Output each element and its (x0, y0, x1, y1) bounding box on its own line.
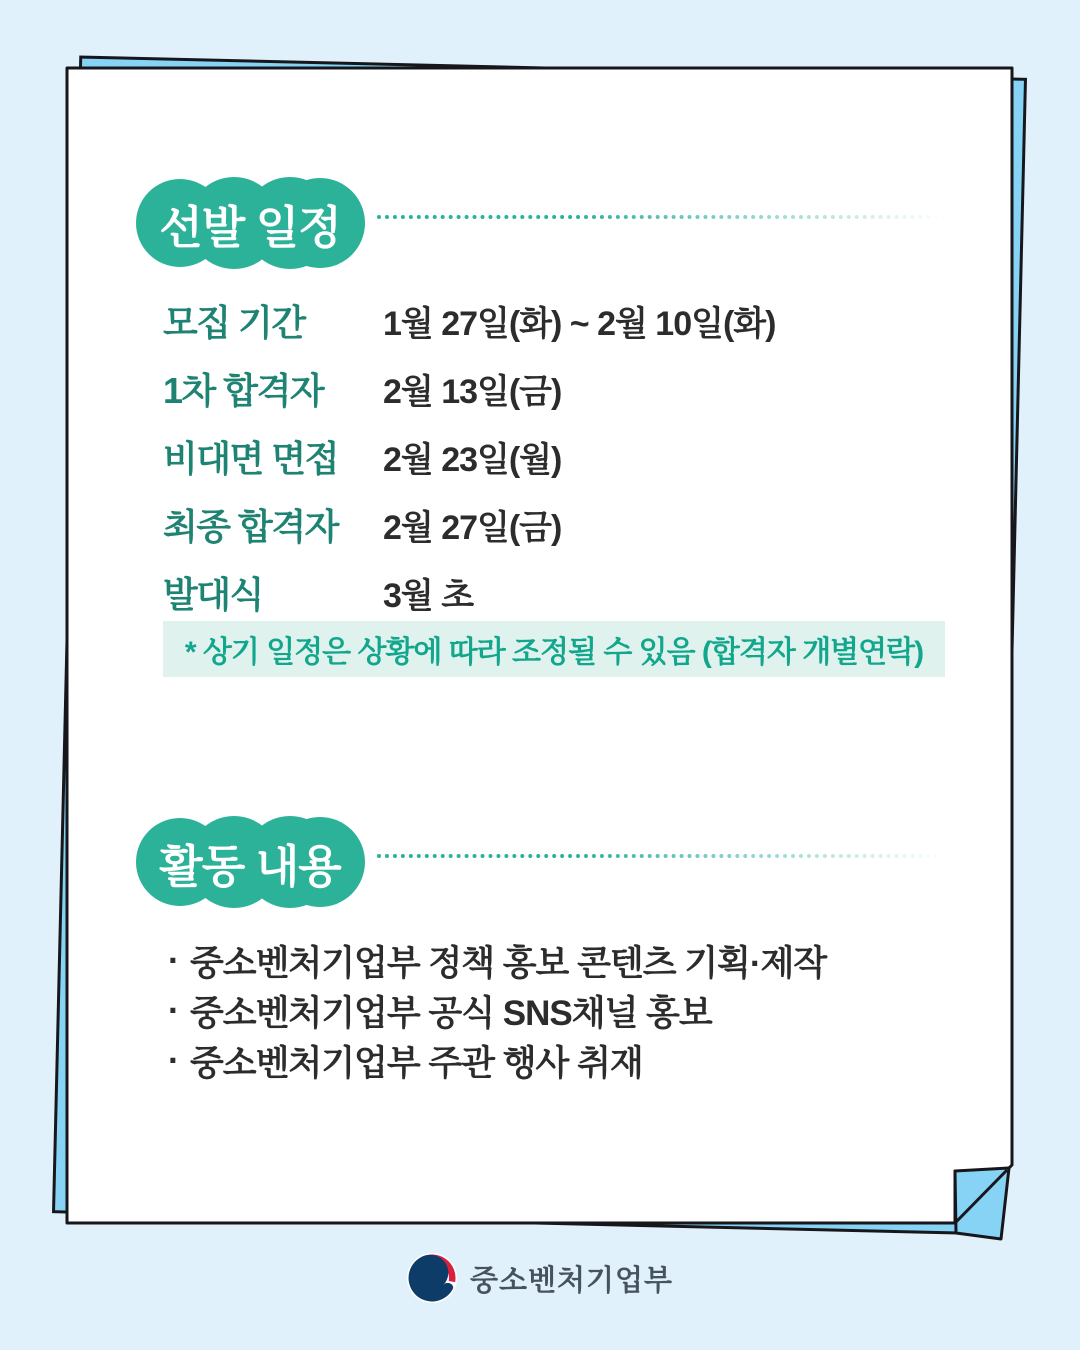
table-row (163, 354, 775, 422)
table-row (163, 286, 775, 354)
bullet-dot: · (168, 991, 179, 1030)
schedule-note: * 상기 일정은 상황에 따라 조정될 수 있음 (합격자 개별연락) (163, 621, 945, 677)
row-value: 2월 13일(금) (383, 372, 562, 411)
schedule-badge-label: 선발 일정 (159, 201, 341, 253)
row-label: 비대면 면접 (163, 437, 338, 479)
schedule-table (163, 286, 775, 626)
list-item (168, 986, 826, 1036)
activity-text: 중소벤처기업부 공식 SNS채널 홍보 (190, 994, 712, 1033)
footer-org-name: 중소벤처기업부 (469, 1264, 674, 1297)
activities-badge-label: 활동 내용 (159, 840, 341, 892)
list-item (168, 936, 826, 986)
table-row (163, 490, 775, 558)
page-fold-corner (955, 1168, 1009, 1239)
activity-text: 중소벤처기업부 주관 행사 취재 (190, 1044, 643, 1083)
row-value: 1월 27일(화) ~ 2월 10일(화) (383, 304, 776, 343)
list-item (168, 1036, 826, 1086)
row-value: 2월 23일(월) (383, 440, 562, 479)
schedule-section-badge (134, 177, 366, 269)
bullet-dot: · (168, 1041, 179, 1080)
schedule-dotted-divider (377, 215, 947, 219)
row-label: 모집 기간 (163, 301, 305, 343)
row-value: 3월 초 (383, 576, 474, 615)
bullet-dot: · (168, 941, 179, 980)
activity-list (168, 936, 826, 1086)
footer-logo-lockup (0, 1248, 1080, 1308)
government-emblem-icon (407, 1253, 457, 1303)
table-row (163, 422, 775, 490)
row-value: 2월 27일(금) (383, 508, 562, 547)
table-row (163, 558, 775, 626)
activities-section-badge (134, 816, 366, 908)
activities-dotted-divider (377, 854, 947, 858)
row-label: 1차 합격자 (163, 369, 324, 411)
row-label: 발대식 (163, 573, 263, 615)
row-label: 최종 합격자 (163, 505, 338, 547)
activity-text: 중소벤처기업부 정책 홍보 콘텐츠 기획·제작 (190, 944, 827, 983)
